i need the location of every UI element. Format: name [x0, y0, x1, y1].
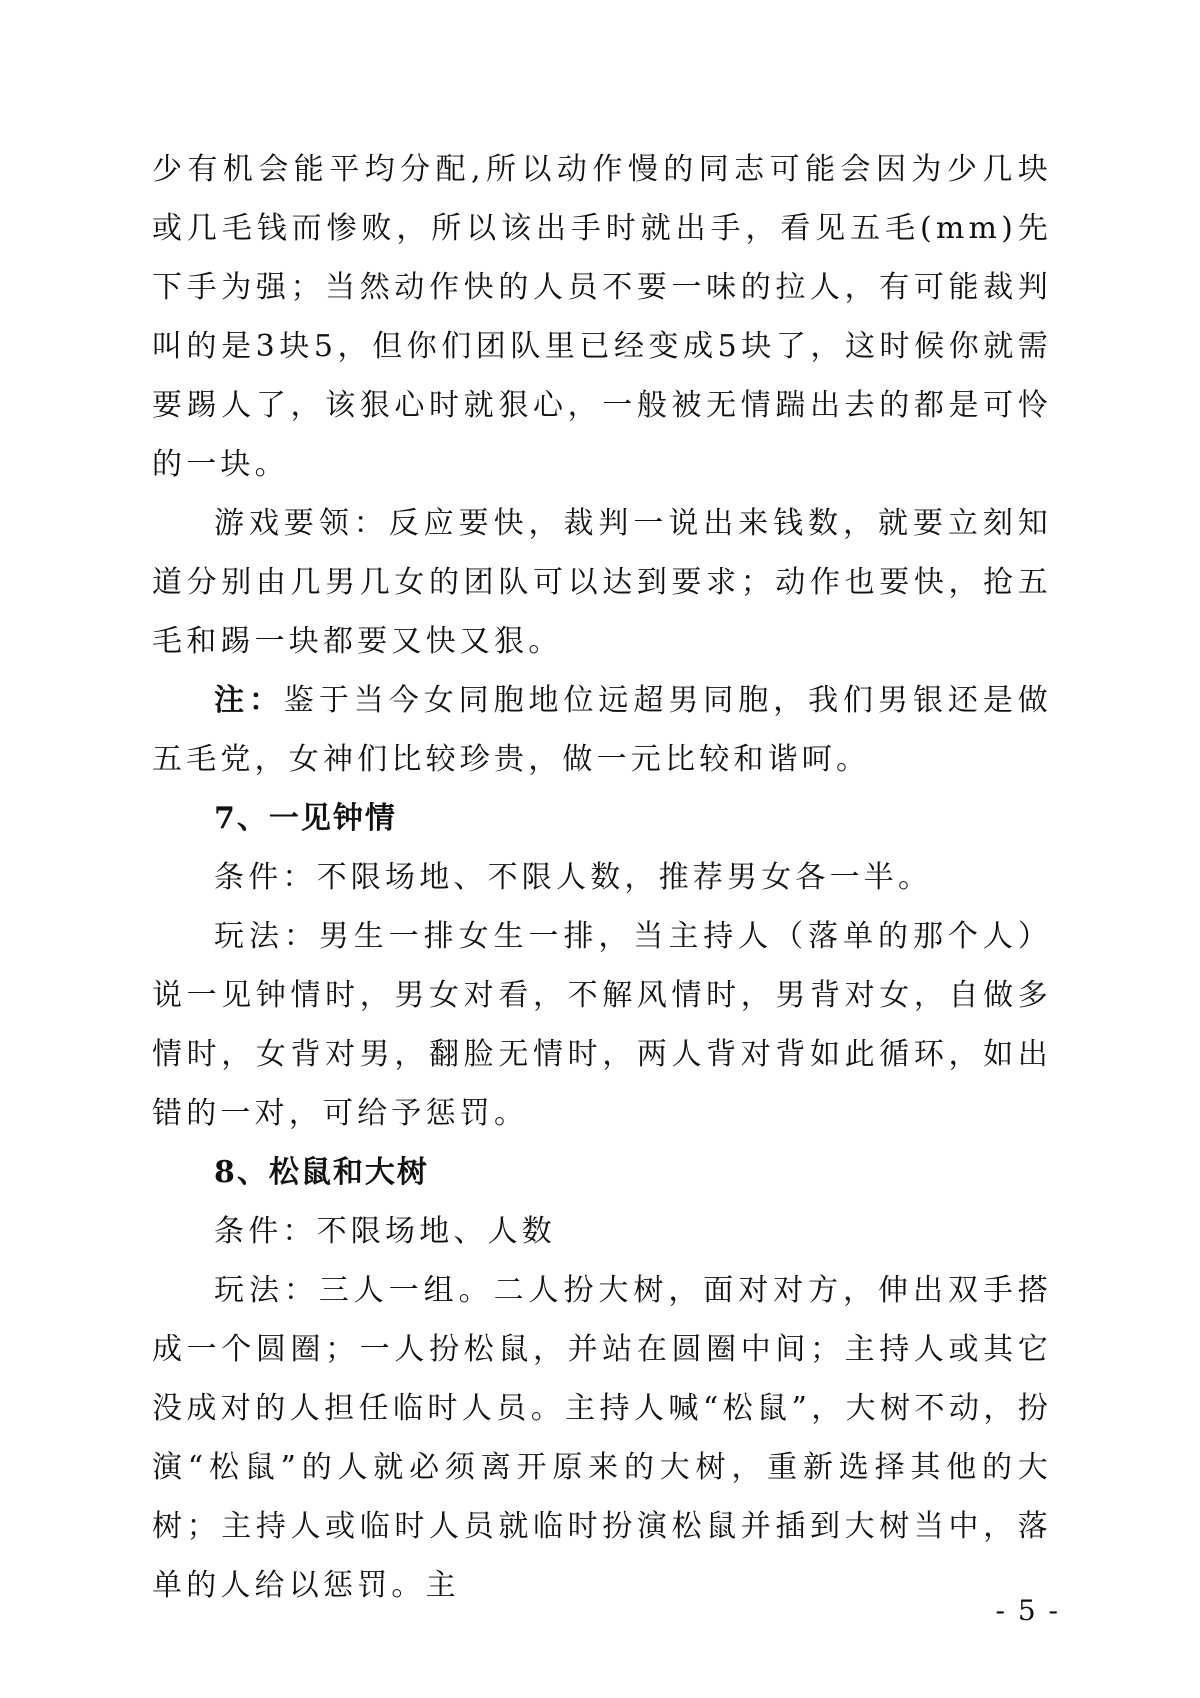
paragraph-rules-8: 玩法：三人一组。二人扮大树，面对对方，伸出双手搭成一个圆圈；一人扮松鼠，并站在圆圈中间；主持人或其它没成对的人担任临时人员。主持人喊“松鼠”，大树不动，扮演“松鼠”的人就必须离开原来的大树，重新选择其他的大树；主持人或临时人员就临时扮演松鼠并插到大树当中，落单的人给以惩罚。主 [152, 1273, 1052, 1603]
page-number: - 5 - [995, 1594, 1060, 1627]
paragraph-rules-7: 玩法：男生一排女生一排，当主持人（落单的那个人）说一见钟情时，男女对看，不解风情时，男背对女，自做多情时，女背对男，翻脸无情时，两人背对背如此循环，如出错的一对，可给予惩罚。 [152, 919, 1052, 1131]
paragraph-conditions-7: 条件：不限场地、不限人数，推荐男女各一半。 [214, 860, 933, 895]
paragraph-continuation: 少有机会能平均分配,所以动作慢的同志可能会因为少几块或几毛钱而惨败，所以该出手时就出手，看见五毛(mm)先下手为强；当然动作快的人员不要一味的拉人，有可能裁判叫的是3块5，但你们团队里已经变成5块了，这时候你就需要踢人了，该狠心时就狠心，一般被无情踹出去的都是可怜的一块。 [152, 152, 1052, 482]
section-heading-8: 8、松鼠和大树 [214, 1155, 429, 1190]
document-body [152, 140, 1052, 1615]
paragraph-game-tips: 游戏要领：反应要快，裁判一说出来钱数，就要立刻知道分别由几男几女的团队可以达到要求；动作也要快，抢五毛和踢一块都要又快又狠。 [152, 506, 1052, 659]
paragraph-note [152, 671, 1052, 789]
note-text: 鉴于当今女同胞地位远超男同胞，我们男银还是做五毛党，女神们比较珍贵，做一元比较和谐呵。 [152, 683, 1052, 777]
section-heading-7: 7、一见钟情 [214, 801, 397, 836]
paragraph-conditions-8: 条件：不限场地、人数 [214, 1214, 556, 1249]
note-label: 注： [214, 683, 284, 718]
